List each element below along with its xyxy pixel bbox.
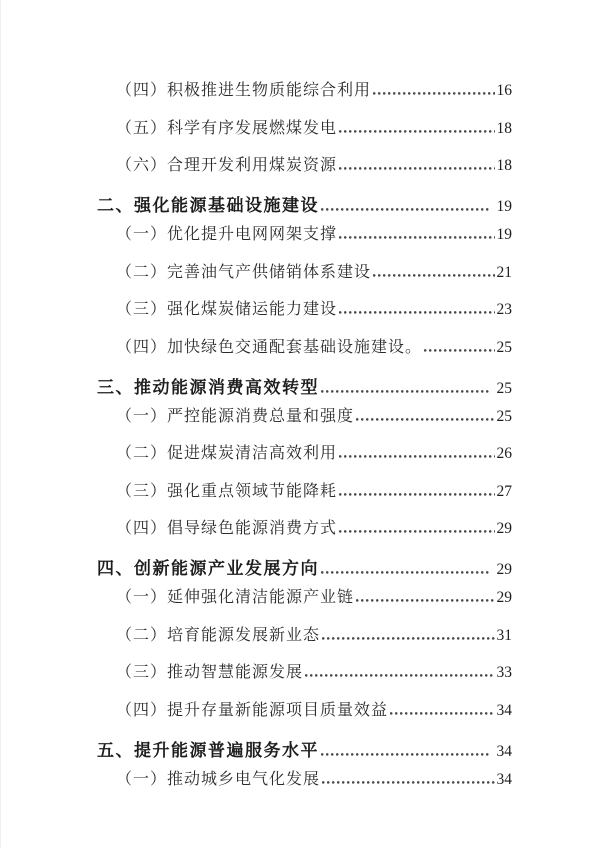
dot-leader <box>373 91 494 95</box>
toc-entry-head <box>97 197 512 216</box>
toc-entry-label: （二）促进煤炭清洁高效利用 <box>116 445 338 462</box>
toc-entry-label: 五、提升能源普遍服务水平 <box>97 740 319 760</box>
toc-entry-label: （四）提升存量新能源项目质量效益 <box>116 701 389 719</box>
toc-entry-label: 四、创新能源产业发展方向 <box>97 559 319 578</box>
toc-entry-page-number: 34 <box>496 770 512 788</box>
toc-entry-page-number: 26 <box>496 445 512 462</box>
toc-entry-sub <box>97 520 512 538</box>
dot-leader <box>305 673 494 677</box>
toc-entry-sub <box>97 82 512 100</box>
toc-entry-label: （四）加快绿色交通配套基础设施建设。 <box>116 338 423 356</box>
dot-leader <box>356 598 494 602</box>
dot-leader <box>322 636 494 640</box>
dot-leader <box>339 129 494 133</box>
toc-entry-label: （三）推动智慧能源发展 <box>116 664 304 681</box>
toc-entry-sub <box>97 702 512 720</box>
toc-entry-page-number: 16 <box>496 82 512 99</box>
toc-entry-label: （五）科学有序发展燃煤发电 <box>116 119 338 137</box>
toc-entry-page-number: 29 <box>496 520 512 537</box>
toc-entry-page-number: 19 <box>496 198 512 215</box>
toc-entry-label: （一）推动城乡电气化发展 <box>116 770 321 788</box>
dot-leader <box>424 348 494 352</box>
dot-leader <box>373 273 494 277</box>
dot-leader <box>339 166 494 170</box>
toc-entry-label: （一）延伸强化清洁能源产业链 <box>116 589 355 606</box>
toc-entry-sub <box>97 445 512 463</box>
toc-entry-label: （二）完善油气产供储销体系建设 <box>116 263 372 281</box>
toc-entry-label: 三、推动能源消费高效转型 <box>97 377 319 397</box>
dot-leader <box>356 417 494 421</box>
dot-leader <box>390 711 494 715</box>
toc-entry-page-number: 34 <box>496 701 512 719</box>
toc-entry-page-number: 23 <box>496 301 512 318</box>
toc-entry-label: （二）培育能源发展新业态 <box>116 626 321 644</box>
toc-entry-label: （三）强化重点领域节能降耗 <box>116 482 338 500</box>
toc-entry-sub <box>97 157 512 175</box>
dot-leader <box>322 780 494 784</box>
toc-entry-sub <box>97 339 512 357</box>
toc-entry-label: （一）优化提升电网网架支撑 <box>116 226 338 243</box>
dot-leader <box>339 235 494 239</box>
toc-entry-page-number: 29 <box>496 589 512 606</box>
toc-entry-label: （六）合理开发利用煤炭资源 <box>116 157 338 174</box>
toc-entry-sub <box>97 771 512 789</box>
toc-entry-label: 二、强化能源基础设施建设 <box>97 196 319 215</box>
toc-entry-page-number: 31 <box>496 626 512 644</box>
toc-entry-label: （四）倡导绿色能源消费方式 <box>116 520 338 537</box>
toc-entry-sub <box>97 483 512 501</box>
toc-entry-page-number: 34 <box>496 742 512 760</box>
toc-entry-sub <box>97 120 512 138</box>
toc-entry-page-number: 18 <box>496 119 512 137</box>
dot-leader <box>321 389 491 393</box>
dot-leader <box>339 492 494 496</box>
toc-entry-label: （四）积极推进生物质能综合利用 <box>116 82 372 99</box>
toc-entry-page-number: 25 <box>496 379 512 397</box>
toc-entry-sub <box>97 589 512 607</box>
toc-entry-head <box>97 742 512 761</box>
toc-entry-page-number: 29 <box>496 561 512 578</box>
toc-entry-page-number: 19 <box>496 226 512 243</box>
toc-entry-sub <box>97 664 512 682</box>
toc-entry-label: （一）严控能源消费总量和强度 <box>116 407 355 425</box>
toc-entry-sub <box>97 627 512 645</box>
dot-leader <box>339 529 494 533</box>
toc-entry-page-number: 33 <box>496 664 512 681</box>
toc-entry-sub <box>97 264 512 282</box>
toc-entry-page-number: 25 <box>496 338 512 356</box>
dot-leader <box>321 752 491 756</box>
toc-entry-head <box>97 560 512 579</box>
toc-entry-sub <box>97 408 512 426</box>
dot-leader <box>339 310 494 314</box>
dot-leader <box>321 207 491 211</box>
toc-entry-sub <box>97 226 512 244</box>
toc-entry-page-number: 27 <box>496 482 512 500</box>
dot-leader <box>321 570 491 574</box>
toc-list <box>97 82 512 789</box>
toc-entry-page-number: 25 <box>496 407 512 425</box>
toc-entry-page-number: 18 <box>496 157 512 174</box>
toc-entry-head <box>97 379 512 398</box>
toc-entry-sub <box>97 301 512 319</box>
toc-entry-page-number: 21 <box>496 263 512 281</box>
toc-entry-label: （三）强化煤炭储运能力建设 <box>116 301 338 318</box>
dot-leader <box>339 454 494 458</box>
